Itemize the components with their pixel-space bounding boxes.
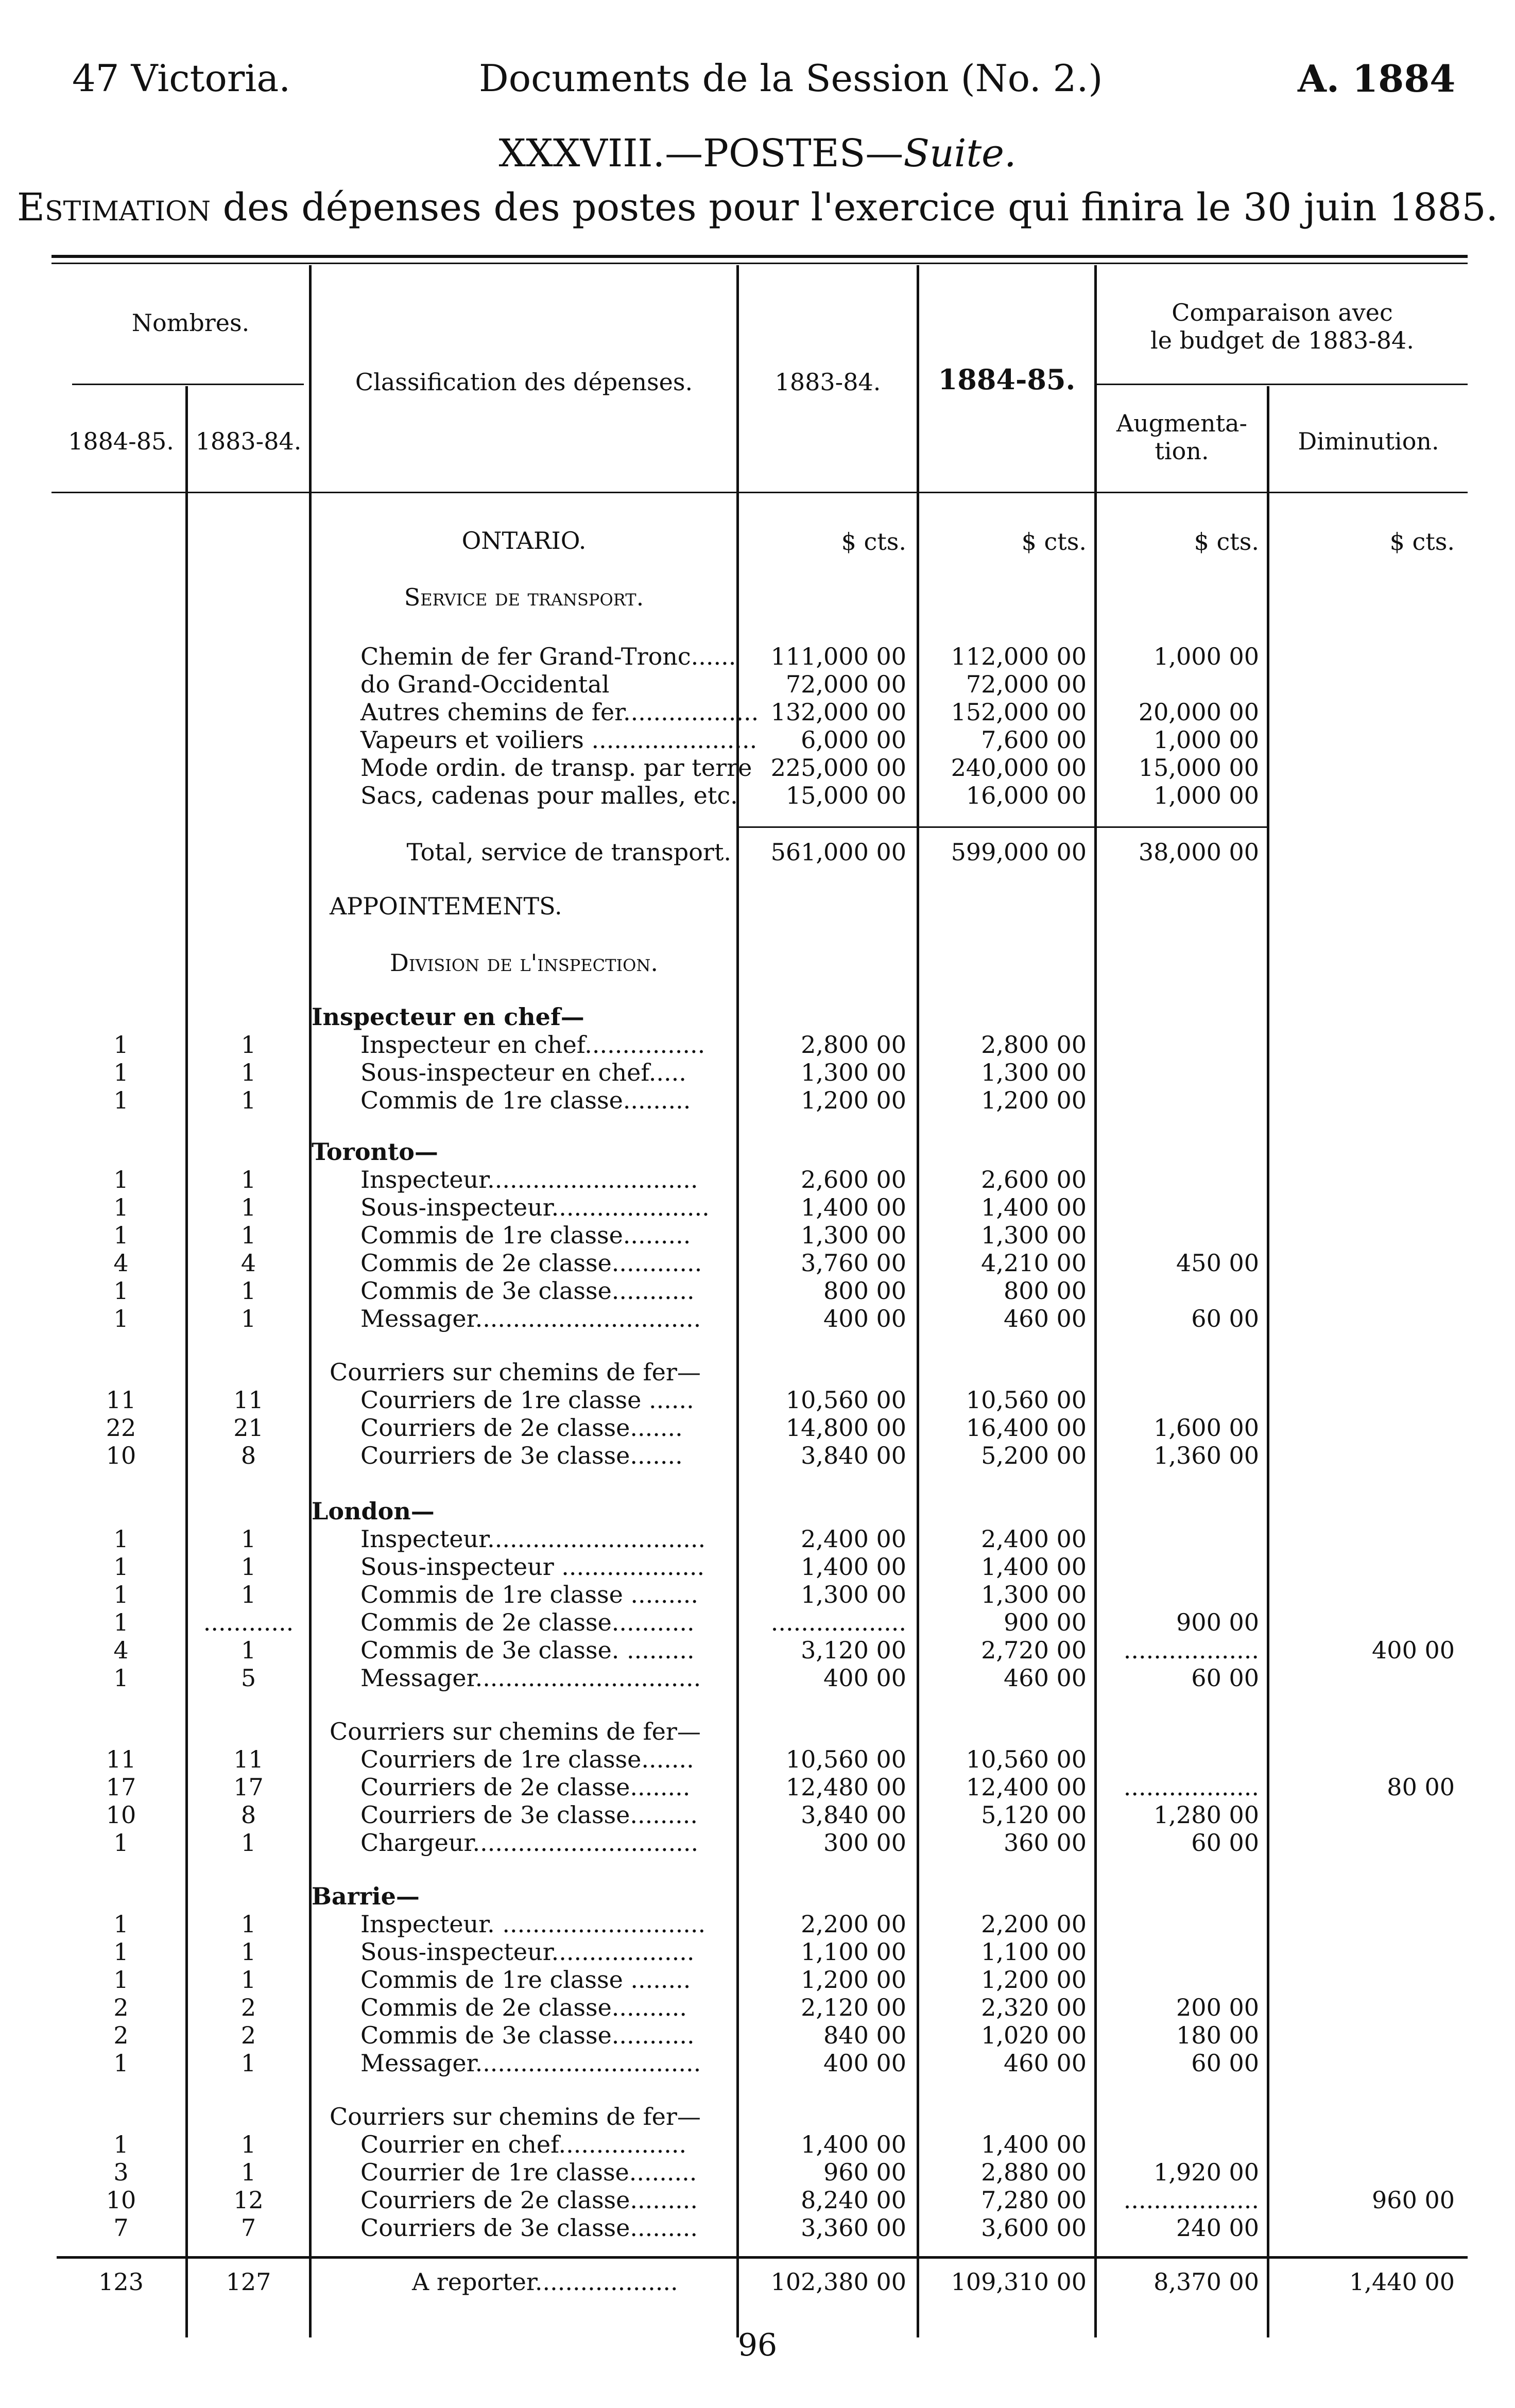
cell-desc: Messager.............................. [360, 1664, 701, 1692]
cell-n1: 1 [113, 1277, 129, 1305]
cell-n1: 1 [113, 1966, 129, 1994]
cell-desc: Sous-inspecteur..................... [360, 1193, 710, 1221]
cell-n2: 1 [240, 1221, 256, 1249]
cell-n2: 2 [240, 2021, 256, 2049]
subtitle-rest: des dépenses des postes pour l'exercice qui finira le 30 juin 1885. [211, 185, 1499, 230]
col-header-classification: Classification des dépenses. [355, 368, 693, 396]
units-aug: $ cts. [1194, 528, 1259, 556]
cell-c1884: 12,400 00 [966, 1773, 1087, 1801]
cell-c1883: 12,480 00 [785, 1773, 906, 1801]
col-divider-1884 [917, 265, 919, 2337]
cell-desc: Barrie— [312, 1882, 420, 1910]
cell-desc: Chemin de fer Grand-Tronc...... [360, 643, 736, 670]
cell-desc: Courriers de 1re classe....... [360, 1745, 694, 1773]
cell-c1884: 7,600 00 [981, 726, 1087, 754]
cell-desc: Commis de 3e classe........... [360, 1277, 695, 1305]
cell-c1883: 1,300 00 [801, 1221, 906, 1249]
cell-desc: APPOINTEMENTS. [330, 892, 562, 920]
cell-c1884: 1,400 00 [981, 2130, 1087, 2158]
cell-n2: 8 [240, 1442, 256, 1469]
cell-c1884: 460 00 [1004, 1305, 1087, 1332]
cell-n1: 1 [113, 1193, 129, 1221]
transport-subtotal-rule [736, 826, 1267, 828]
footer-1883: 102,380 00 [770, 2268, 906, 2296]
cell-n2: 1 [240, 1086, 256, 1114]
cell-n1: 4 [113, 1636, 129, 1664]
cell-c1884: 460 00 [1004, 2049, 1087, 2077]
cell-aug: .................. [1123, 1636, 1259, 1664]
units-1883: $ cts. [841, 528, 906, 556]
cell-desc: Mode ordin. de transp. par terre [360, 754, 752, 782]
cell-n1: 1 [113, 1166, 129, 1193]
cell-c1883: 2,200 00 [801, 1910, 906, 1938]
cell-c1883: 225,000 00 [770, 754, 906, 782]
cell-n1: 2 [113, 1994, 129, 2021]
cell-c1883: 3,760 00 [801, 1249, 906, 1277]
nombres-rule [72, 384, 304, 385]
bottom-total-rule [57, 2256, 1468, 2259]
cell-c1884: 1,300 00 [981, 1221, 1087, 1249]
cell-c1884: 72,000 00 [966, 670, 1087, 698]
cell-n1: 1 [113, 2049, 129, 2077]
cell-c1884: 1,200 00 [981, 1966, 1087, 1994]
col-header-n-1884: 1884-85. [68, 427, 174, 455]
cell-c1884: 16,000 00 [966, 782, 1087, 809]
cell-c1884: 1,200 00 [981, 1086, 1087, 1114]
cell-n1: 10 [106, 1442, 136, 1469]
cell-aug: 60 00 [1191, 2049, 1259, 2077]
footer-desc: A reporter................... [412, 2268, 678, 2296]
cell-n2: 2 [240, 1994, 256, 2021]
cell-aug: 60 00 [1191, 1305, 1259, 1332]
col-header-augmentation-l2: tion. [1155, 437, 1209, 465]
cell-n1: 1 [113, 1031, 129, 1059]
cell-c1883: 111,000 00 [770, 643, 906, 670]
cell-desc: Courriers sur chemins de fer— [330, 2103, 701, 2130]
cell-c1883: 3,840 00 [801, 1442, 906, 1469]
cell-n1: 1 [113, 1608, 129, 1636]
cell-desc: Courriers de 2e classe........ [360, 1773, 691, 1801]
col-header-augmentation [1097, 409, 1267, 465]
cell-c1883: 2,800 00 [801, 1031, 906, 1059]
cell-c1884: 2,600 00 [981, 1166, 1087, 1193]
cell-dim: 960 00 [1372, 2186, 1455, 2214]
col-header-comparaison-l1: Comparaison avec [1172, 299, 1393, 326]
col-header-comparaison-l2: le budget de 1883-84. [1150, 326, 1414, 354]
cell-n1: 10 [106, 2186, 136, 2214]
subtitle-lead: Estimation [16, 185, 211, 230]
cell-n2: 1 [240, 1305, 256, 1332]
cell-n1: 1 [113, 1305, 129, 1332]
cell-aug: 1,000 00 [1154, 726, 1259, 754]
cell-n2: 1 [240, 1938, 256, 1966]
cell-c1883: 1,300 00 [801, 1581, 906, 1608]
cell-c1884: 7,280 00 [981, 2186, 1087, 2214]
cell-desc: Courriers de 3e classe......... [360, 1801, 698, 1829]
cell-desc: Courrier de 1re classe......... [360, 2158, 697, 2186]
cell-n1: 1 [113, 1938, 129, 1966]
cell-c1884: 800 00 [1004, 1277, 1087, 1305]
cell-aug: 15,000 00 [1138, 754, 1259, 782]
col-divider-1883 [736, 265, 739, 2337]
cell-n2: 1 [240, 1277, 256, 1305]
cell-desc: Toronto— [312, 1138, 438, 1166]
cell-n1: 1 [113, 1664, 129, 1692]
units-dim: $ cts. [1389, 528, 1455, 556]
cell-n1: 1 [113, 1059, 129, 1086]
cell-desc: Courriers sur chemins de fer— [330, 1358, 701, 1386]
cell-c1884: 5,120 00 [981, 1801, 1087, 1829]
cell-n2: 1 [240, 1910, 256, 1938]
cell-n1: 1 [113, 1525, 129, 1553]
cell-c1883: 14,800 00 [785, 1414, 906, 1442]
cell-aug: 60 00 [1191, 1829, 1259, 1857]
cell-aug: 200 00 [1176, 1994, 1259, 2021]
cell-desc: Division de l'inspection. [389, 949, 658, 977]
cell-c1884: 2,200 00 [981, 1910, 1087, 1938]
cell-c1883: 8,240 00 [801, 2186, 906, 2214]
cell-c1884: 360 00 [1004, 1829, 1087, 1857]
cell-desc: Inspecteur............................. [360, 1525, 706, 1553]
header-left: 47 Victoria. [72, 57, 291, 100]
cell-c1883: 2,120 00 [801, 1994, 906, 2021]
cell-n1: 1 [113, 1910, 129, 1938]
cell-c1884: 900 00 [1004, 1608, 1087, 1636]
cell-n2: 1 [240, 1581, 256, 1608]
col-header-diminution: Diminution. [1298, 427, 1439, 455]
cell-n1: 1 [113, 1553, 129, 1581]
units-1884: $ cts. [1021, 528, 1087, 556]
cell-n2: 7 [240, 2214, 256, 2242]
col-header-1884: 1884-85. [938, 363, 1076, 396]
cell-desc: Inspecteur............................ [360, 1166, 698, 1193]
cell-c1883: 800 00 [823, 1277, 906, 1305]
cell-c1884: 10,560 00 [966, 1386, 1087, 1414]
chapter-title-main: XXXVIII.—POSTES— [498, 131, 904, 176]
cell-n2: 1 [240, 1031, 256, 1059]
cell-c1883: .................. [770, 1608, 906, 1636]
footer-aug: 8,370 00 [1154, 2268, 1259, 2296]
cell-desc: Commis de 2e classe.......... [360, 1994, 687, 2021]
cell-desc: Courriers de 2e classe....... [360, 1414, 683, 1442]
cell-n1: 17 [106, 1773, 136, 1801]
table-header-rule [51, 492, 1468, 493]
cell-c1883: 400 00 [823, 1664, 906, 1692]
cell-desc: Sous-inspecteur ................... [360, 1553, 705, 1581]
cell-n1: 22 [106, 1414, 136, 1442]
cell-aug: 240 00 [1176, 2214, 1259, 2242]
cell-c1883: 1,100 00 [801, 1938, 906, 1966]
cell-c1884: 1,400 00 [981, 1553, 1087, 1581]
cell-aug: .................. [1123, 1773, 1259, 1801]
cell-c1884: 460 00 [1004, 1664, 1087, 1692]
cell-c1883: 840 00 [823, 2021, 906, 2049]
cell-n2: 5 [240, 1664, 256, 1692]
header-center: Documents de la Session (No. 2.) [479, 57, 1103, 100]
cell-n1: 2 [113, 2021, 129, 2049]
cell-c1884: 152,000 00 [951, 698, 1087, 726]
cell-dim: 400 00 [1372, 1636, 1455, 1664]
footer-1884: 109,310 00 [951, 2268, 1087, 2296]
cell-c1883: 10,560 00 [785, 1745, 906, 1773]
cell-desc: Commis de 1re classe......... [360, 1221, 691, 1249]
cell-aug: 1,920 00 [1154, 2158, 1259, 2186]
cell-n1: 1 [113, 1581, 129, 1608]
col-divider-desc [309, 265, 312, 2337]
cell-c1884: 1,300 00 [981, 1059, 1087, 1086]
cell-c1884: 4,210 00 [981, 1249, 1087, 1277]
cell-desc: Commis de 1re classe......... [360, 1086, 691, 1114]
header-right: A. 1884 [1298, 57, 1456, 100]
col-header-augmentation-l1: Augmenta- [1116, 409, 1248, 437]
cell-c1883: 3,840 00 [801, 1801, 906, 1829]
cell-n1: 11 [106, 1386, 136, 1414]
cell-n2: 8 [240, 1801, 256, 1829]
cell-n1: 1 [113, 1829, 129, 1857]
cell-n2: 1 [240, 1193, 256, 1221]
cell-c1883: 3,360 00 [801, 2214, 906, 2242]
cell-c1884: 112,000 00 [951, 643, 1087, 670]
footer-n1884: 123 [98, 2268, 144, 2296]
col-header-nombres: Nombres. [131, 309, 250, 337]
col-header-comparaison [1097, 299, 1468, 354]
cell-c1883: 561,000 00 [770, 838, 906, 866]
comparaison-rule [1094, 384, 1468, 385]
cell-c1883: 1,200 00 [801, 1966, 906, 1994]
cell-n1: 11 [106, 1745, 136, 1773]
cell-c1884: 1,300 00 [981, 1581, 1087, 1608]
cell-c1884: 240,000 00 [951, 754, 1087, 782]
cell-desc: Courrier en chef................. [360, 2130, 687, 2158]
cell-n2: 1 [240, 1059, 256, 1086]
cell-c1883: 1,400 00 [801, 1553, 906, 1581]
cell-c1884: 2,880 00 [981, 2158, 1087, 2186]
cell-n2: 17 [233, 1773, 264, 1801]
cell-c1884: 10,560 00 [966, 1745, 1087, 1773]
cell-desc: Courriers de 2e classe......... [360, 2186, 698, 2214]
cell-n1: 1 [113, 1086, 129, 1114]
cell-desc: Inspecteur. ........................... [360, 1910, 706, 1938]
cell-desc: do Grand-Occidental [360, 670, 610, 698]
cell-c1884: 599,000 00 [951, 838, 1087, 866]
cell-desc: Inspecteur en chef................ [360, 1031, 705, 1059]
footer-dim: 1,440 00 [1349, 2268, 1455, 2296]
cell-desc: Commis de 2e classe............ [360, 1249, 702, 1277]
cell-n2: ............ [203, 1608, 294, 1636]
cell-c1883: 400 00 [823, 2049, 906, 2077]
cell-desc: Commis de 3e classe........... [360, 2021, 695, 2049]
cell-desc: Courriers sur chemins de fer— [330, 1718, 701, 1745]
cell-aug: 1,000 00 [1154, 782, 1259, 809]
cell-aug: 450 00 [1176, 1249, 1259, 1277]
cell-c1883: 132,000 00 [770, 698, 906, 726]
cell-aug: 1,000 00 [1154, 643, 1259, 670]
cell-c1883: 2,400 00 [801, 1525, 906, 1553]
cell-n1: 7 [113, 2214, 129, 2242]
table-top-rule-2 [51, 263, 1468, 264]
cell-aug: .................. [1123, 2186, 1259, 2214]
cell-n2: 1 [240, 1636, 256, 1664]
cell-n2: 21 [233, 1414, 264, 1442]
cell-desc: Courriers de 3e classe....... [360, 1442, 683, 1469]
footer-n1883: 127 [226, 2268, 271, 2296]
cell-desc: Sacs, cadenas pour malles, etc. [360, 782, 738, 809]
cell-desc: Total, service de transport. [406, 838, 731, 866]
cell-aug: 1,600 00 [1154, 1414, 1259, 1442]
col-header-n-1883: 1883-84. [195, 427, 302, 455]
cell-c1883: 15,000 00 [785, 782, 906, 809]
cell-aug: 20,000 00 [1138, 698, 1259, 726]
cell-n2: 1 [240, 2049, 256, 2077]
cell-c1883: 300 00 [823, 1829, 906, 1857]
cell-c1884: 2,400 00 [981, 1525, 1087, 1553]
cell-desc: Courriers de 3e classe......... [360, 2214, 698, 2242]
cell-desc: Commis de 1re classe ........ [360, 1966, 691, 1994]
cell-desc: Autres chemins de fer.................. [360, 698, 759, 726]
cell-aug: 900 00 [1176, 1608, 1259, 1636]
cell-c1884: 1,100 00 [981, 1938, 1087, 1966]
cell-c1883: 960 00 [823, 2158, 906, 2186]
cell-n2: 1 [240, 2158, 256, 2186]
cell-n2: 4 [240, 1249, 256, 1277]
cell-n2: 1 [240, 1829, 256, 1857]
cell-desc: Sous-inspecteur en chef..... [360, 1059, 686, 1086]
cell-n2: 11 [233, 1745, 264, 1773]
cell-desc: Commis de 1re classe ......... [360, 1581, 699, 1608]
col-header-1883: 1883-84. [774, 368, 881, 396]
cell-n1: 3 [113, 2158, 129, 2186]
cell-c1883: 10,560 00 [785, 1386, 906, 1414]
cell-c1884: 3,600 00 [981, 2214, 1087, 2242]
cell-c1883: 1,200 00 [801, 1086, 906, 1114]
col-divider-aug [1094, 265, 1097, 2337]
page-number: 96 [737, 2327, 778, 2363]
cell-c1884: 1,400 00 [981, 1193, 1087, 1221]
cell-desc: Vapeurs et voiliers ...................... [360, 726, 758, 754]
cell-c1883: 2,600 00 [801, 1166, 906, 1193]
cell-desc: ONTARIO. [461, 527, 587, 555]
cell-c1884: 16,400 00 [966, 1414, 1087, 1442]
chapter-title [0, 131, 1515, 176]
cell-aug: 1,360 00 [1154, 1442, 1259, 1469]
cell-desc: Messager.............................. [360, 1305, 701, 1332]
cell-n2: 1 [240, 1525, 256, 1553]
cell-c1884: 2,720 00 [981, 1636, 1087, 1664]
cell-n1: 4 [113, 1249, 129, 1277]
cell-n1: 10 [106, 1801, 136, 1829]
cell-n1: 1 [113, 1221, 129, 1249]
cell-dim: 80 00 [1387, 1773, 1455, 1801]
chapter-title-suffix: Suite. [903, 131, 1017, 176]
cell-c1884: 2,800 00 [981, 1031, 1087, 1059]
cell-n2: 1 [240, 2130, 256, 2158]
cell-desc: Service de transport. [404, 583, 644, 611]
cell-n2: 1 [240, 1553, 256, 1581]
cell-aug: 38,000 00 [1138, 838, 1259, 866]
cell-n2: 1 [240, 1966, 256, 1994]
cell-n2: 1 [240, 1166, 256, 1193]
cell-c1884: 2,320 00 [981, 1994, 1087, 2021]
cell-aug: 180 00 [1176, 2021, 1259, 2049]
cell-c1883: 400 00 [823, 1305, 906, 1332]
cell-desc: Inspecteur en chef— [312, 1003, 584, 1031]
cell-n2: 11 [233, 1386, 264, 1414]
cell-c1883: 1,400 00 [801, 2130, 906, 2158]
cell-c1884: 5,200 00 [981, 1442, 1087, 1469]
cell-desc: London— [312, 1497, 435, 1525]
cell-desc: Courriers de 1re classe ...... [360, 1386, 694, 1414]
cell-c1883: 6,000 00 [801, 726, 906, 754]
cell-n1: 1 [113, 2130, 129, 2158]
cell-desc: Sous-inspecteur................... [360, 1938, 695, 1966]
cell-c1883: 1,300 00 [801, 1059, 906, 1086]
table-top-rule-1 [51, 255, 1468, 258]
subtitle [0, 185, 1515, 230]
cell-desc: Chargeur.............................. [360, 1829, 699, 1857]
cell-desc: Messager.............................. [360, 2049, 701, 2077]
cell-c1883: 1,400 00 [801, 1193, 906, 1221]
cell-c1883: 3,120 00 [801, 1636, 906, 1664]
cell-n2: 12 [233, 2186, 264, 2214]
cell-desc: Commis de 2e classe........... [360, 1608, 695, 1636]
cell-desc: Commis de 3e classe. ......... [360, 1636, 695, 1664]
col-divider-dim [1267, 386, 1269, 2337]
cell-c1884: 1,020 00 [981, 2021, 1087, 2049]
cell-aug: 1,280 00 [1154, 1801, 1259, 1829]
cell-aug: 60 00 [1191, 1664, 1259, 1692]
cell-c1883: 72,000 00 [785, 670, 906, 698]
